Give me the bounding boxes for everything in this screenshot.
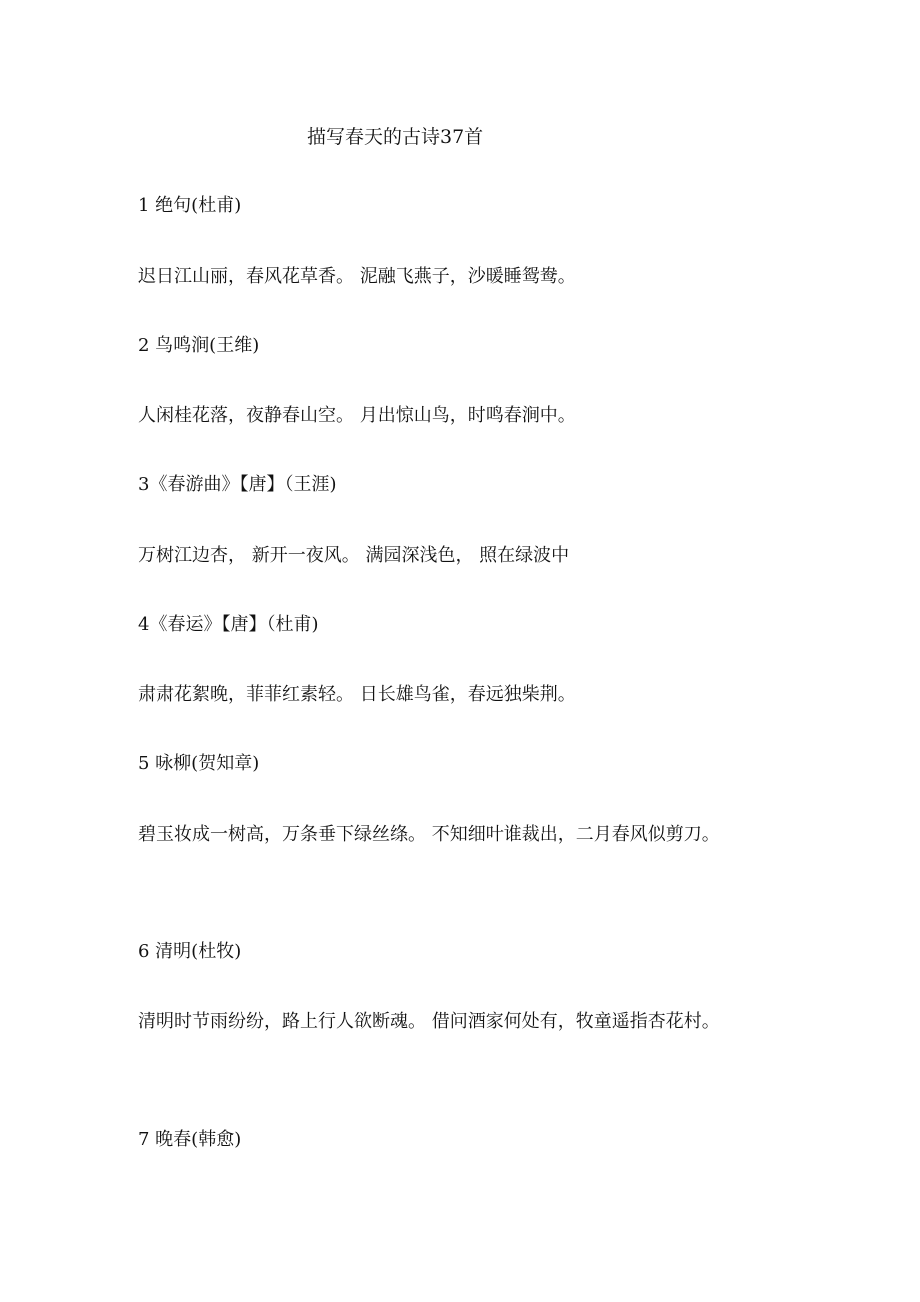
poem-heading: 1 绝句(杜甫)	[138, 195, 242, 216]
poem-text: 人闲桂花落，夜静春山空。 月出惊山鸟，时鸣春涧中。	[138, 405, 576, 426]
poem-heading: 5 咏柳(贺知章)	[138, 753, 260, 774]
poem-heading: 6 清明(杜牧)	[138, 941, 242, 962]
poem-text: 迟日江山丽，春风花草香。 泥融飞燕子，沙暖睡鸳鸯。	[138, 266, 576, 287]
poem-text: 碧玉妆成一树高，万条垂下绿丝绦。 不知细叶谁裁出，二月春风似剪刀。	[138, 824, 720, 845]
poem-heading: 7 晚春(韩愈)	[138, 1129, 242, 1150]
document-title: 描写春天的古诗37首	[307, 126, 484, 148]
poem-heading: 3《春游曲》【唐】（王涯)	[138, 474, 337, 495]
poem-text: 万树江边杏， 新开一夜风。 满园深浅色， 照在绿波中	[138, 545, 570, 566]
poem-text: 肃肃花絮晚，菲菲红素轻。 日长雄鸟雀，春远独柴荆。	[138, 684, 576, 705]
poem-heading: 4《春运》【唐】（杜甫)	[138, 614, 319, 635]
poem-heading: 2 鸟鸣涧(王维)	[138, 335, 260, 356]
poem-text: 清明时节雨纷纷，路上行人欲断魂。 借问酒家何处有，牧童遥指杏花村。	[138, 1011, 720, 1032]
